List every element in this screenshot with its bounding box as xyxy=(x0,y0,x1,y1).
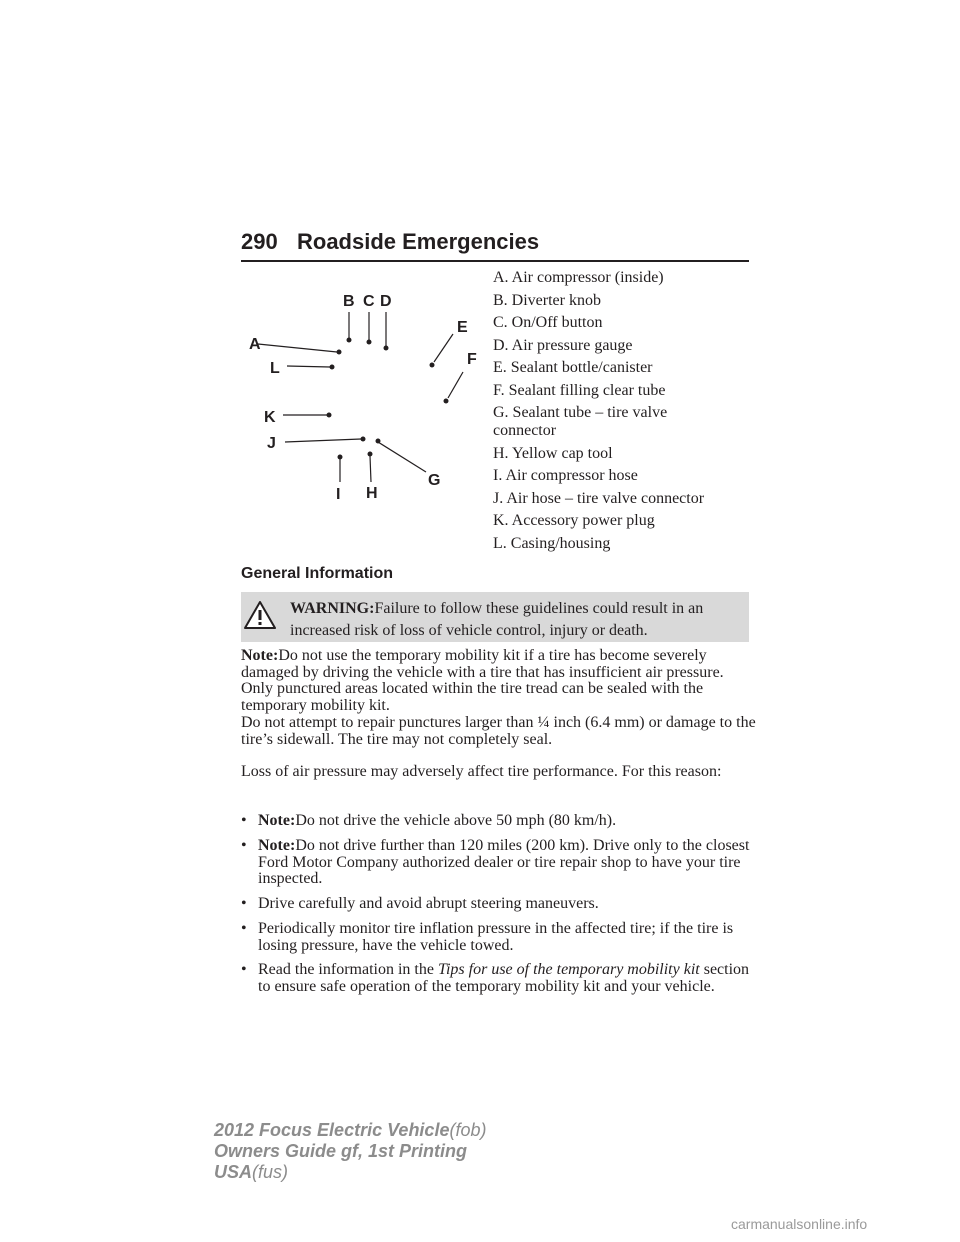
bullet-dot: • xyxy=(241,920,247,937)
callout-a: A xyxy=(249,336,261,353)
footer-line-3 xyxy=(214,1162,288,1182)
legend-item-g: G. Sealant tube – tire valve connector xyxy=(493,404,668,439)
footer-model-code: (fob) xyxy=(449,1120,487,1140)
bullet-note-label: Note: xyxy=(258,812,296,829)
legend-item-d: D. Air pressure gauge xyxy=(493,336,633,354)
header-rule xyxy=(241,260,749,262)
legend-item-h: H. Yellow cap tool xyxy=(493,444,613,462)
page-number: 290 xyxy=(241,229,278,254)
callout-l: L xyxy=(270,360,280,377)
callout-h: H xyxy=(366,485,378,502)
bullet-text: Do not drive further than 120 miles (200 km). Drive only to the closest Ford Motor Company authorized dealer or tire repair shop to have your tire inspected. xyxy=(258,837,750,887)
bullet-item xyxy=(241,896,761,913)
footer-market: USA xyxy=(214,1162,253,1182)
loss-paragraph: Loss of air pressure may adversely affect tire performance. For this reason: xyxy=(241,763,722,780)
legend-item-c: C. On/Off button xyxy=(493,314,603,331)
footer-line-2 xyxy=(214,1141,467,1161)
callout-i: I xyxy=(336,486,341,503)
bullet-italic-ref: Tips for use of the temporary mobility kit xyxy=(437,961,700,978)
callout-d: D xyxy=(380,293,392,310)
watermark: carmanualsonline.info xyxy=(731,1216,868,1232)
bullet-text: Drive carefully and avoid abrupt steering maneuvers. xyxy=(258,895,599,912)
callout-k: K xyxy=(264,409,276,426)
bullet-item xyxy=(241,962,761,995)
legend-item-e: E. Sealant bottle/canister xyxy=(493,359,653,376)
legend-item-i: I. Air compressor hose xyxy=(493,467,638,484)
bullet-item xyxy=(241,838,761,888)
warning-body: Failure to follow these guidelines could result in an increased risk of loss of vehicle control, injury or death. xyxy=(290,600,704,639)
bullet-item xyxy=(241,921,761,954)
section-heading: General Information xyxy=(241,565,394,582)
page-title: Roadside Emergencies xyxy=(297,229,540,254)
component-legend xyxy=(493,269,753,557)
kit-callout-diagram xyxy=(245,282,477,512)
bullet-dot: • xyxy=(241,812,247,829)
footer-line-1 xyxy=(214,1120,486,1140)
callout-e: E xyxy=(457,319,468,336)
legend-item-f: F. Sealant filling clear tube xyxy=(493,381,666,399)
warning-label: WARNING: xyxy=(290,600,375,617)
note-text: Do not use the temporary mobility kit if a tire has become severely damaged by driving the vehicle with a tire that has insufficient air pressure. Only punctured areas located within the tire tread can be sealed with the temporary mobility kit. xyxy=(241,647,724,714)
callout-j: J xyxy=(267,435,276,452)
callout-svg xyxy=(245,282,477,512)
bullet-dot: • xyxy=(241,961,247,978)
bullet-text: Do not drive the vehicle above 50 mph (80 km/h). xyxy=(295,812,617,829)
bullet-dot: • xyxy=(241,837,247,854)
callout-g: G xyxy=(428,472,441,489)
callout-c: C xyxy=(363,293,375,310)
legend-item-l: L. Casing/housing xyxy=(493,534,611,552)
punctures-paragraph: Do not attempt to repair punctures larger than ¼ inch (6.4 mm) or damage to the tire’s sidewall. The tire may not completely seal. xyxy=(241,714,756,748)
bullet-item xyxy=(241,813,761,830)
warning-triangle-icon xyxy=(243,600,277,635)
bullet-note-label: Note: xyxy=(258,837,296,854)
legend-item-j: J. Air hose – tire valve connector xyxy=(493,489,705,507)
note-label: Note: xyxy=(241,647,279,664)
legend-item-k: K. Accessory power plug xyxy=(493,512,655,529)
bullet-text: Periodically monitor tire inflation pressure in the affected tire; if the tire is losing pressure, have the vehicle towed. xyxy=(258,920,734,954)
footer-market-code: (fus) xyxy=(252,1162,289,1182)
callout-f: F xyxy=(467,351,477,368)
bullet-text-cont: section to ensure safe operation of the temporary mobility kit and your vehicle. xyxy=(258,961,750,995)
warning-text xyxy=(290,598,745,642)
footer-model: 2012 Focus Electric Vehicle xyxy=(214,1120,450,1140)
bullet-text: Read the information in the xyxy=(258,961,434,978)
legend-item-b: B. Diverter knob xyxy=(493,291,601,309)
callout-b: B xyxy=(343,293,355,310)
footer-printing: Owners Guide gf, 1st Printing xyxy=(214,1141,468,1161)
legend-item-a: A. Air compressor (inside) xyxy=(493,269,664,286)
bullet-dot: • xyxy=(241,895,247,912)
note-paragraph xyxy=(241,648,756,714)
